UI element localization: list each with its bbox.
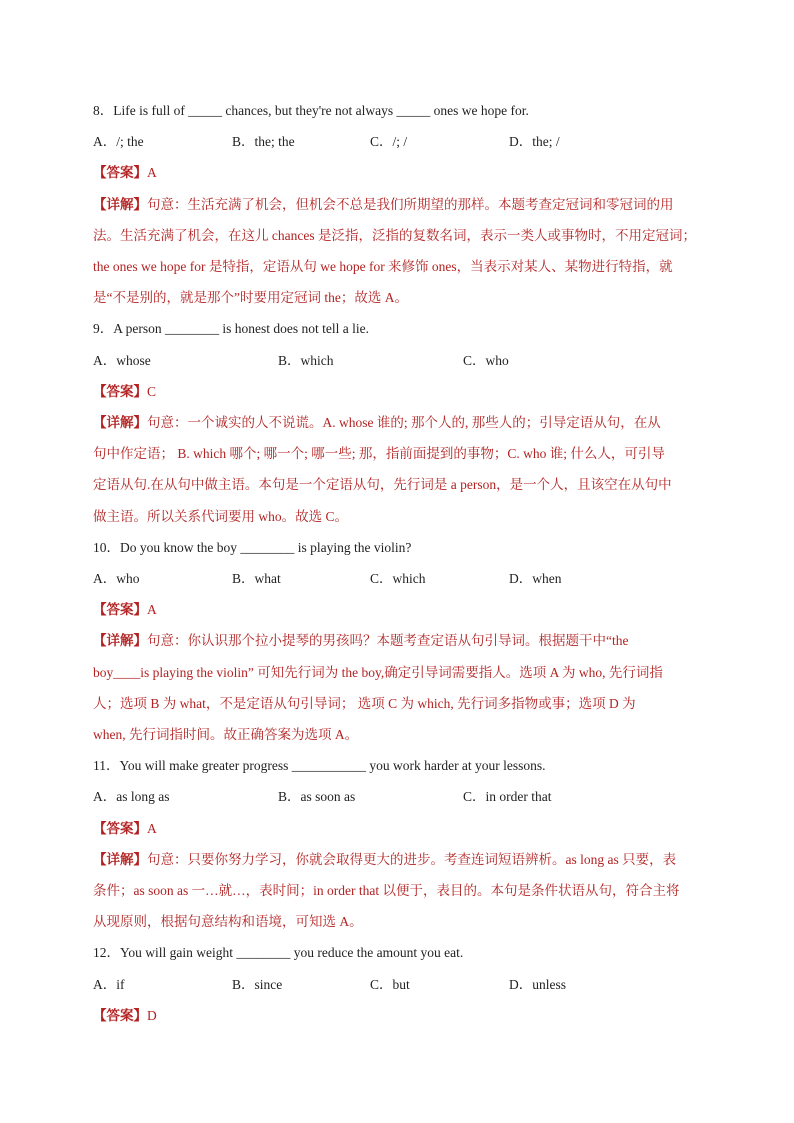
answer-value: A — [147, 602, 157, 617]
answer-label: 【答案】 — [93, 384, 147, 399]
detail-line: boy____is playing the violin” 可知先行词为 the boy,确定引导词需要指人。选项 A 为 who, 先行词指 — [93, 665, 663, 680]
option-d: D．the; / — [509, 134, 560, 149]
option-c: C．in order that — [463, 789, 552, 804]
detail-label: 【详解】 — [93, 197, 147, 212]
answer-value: C — [147, 384, 157, 399]
option-c: C．which — [370, 571, 426, 586]
option-a: A．who — [93, 571, 140, 586]
answer-value: A — [147, 165, 157, 180]
detail-line: 句意：生活充满了机会，但机会不总是我们所期望的那样。本题考查定冠词和零冠词的用 — [147, 197, 674, 212]
detail-line: when, 先行词指时间。故正确答案为选项 A。 — [93, 727, 359, 742]
option-b: B．as soon as — [278, 789, 356, 804]
detail-line: 从现原则，根据句意结构和语境，可知选 A。 — [93, 914, 363, 929]
question-10-detail — [93, 631, 703, 651]
question-9-stem: 9．A person ________ is honest does not tell a lie. — [93, 321, 369, 336]
option-b: B．which — [278, 353, 334, 368]
detail-label: 【详解】 — [93, 415, 147, 430]
question-12-stem: 12．You will gain weight ________ you reduce the amount you eat. — [93, 945, 464, 960]
detail-line: 是“不是别的，就是那个”时要用定冠词 the；故选 A。 — [93, 290, 408, 305]
detail-label: 【详解】 — [93, 852, 147, 867]
detail-line: 做主语。所以关系代词要用 who。故选 C。 — [93, 509, 349, 524]
detail-line: 句中作定语； B. which 哪个; 哪一个; 哪一些; 那，指前面提到的事物；C. who 谁; 什么人，可引导 — [93, 446, 665, 461]
answer-value: D — [147, 1008, 157, 1023]
question-9-detail — [93, 413, 703, 433]
option-c: C．who — [463, 353, 509, 368]
detail-line: 定语从句.在从句中做主语。本句是一个定语从句，先行词是 a person，是一个人，且该空在从句中 — [93, 477, 672, 492]
option-a: A．/; the — [93, 134, 144, 149]
question-8-stem: 8．Life is full of _____ chances, but they're not always _____ ones we hope for. — [93, 103, 529, 118]
answer-label: 【答案】 — [93, 602, 147, 617]
option-a: A．whose — [93, 353, 151, 368]
detail-line: 句意：一个诚实的人不说谎。A. whose 谁的; 那个人的, 那些人的；引导定语从句，在从 — [147, 415, 661, 430]
option-a: A．as long as — [93, 789, 170, 804]
answer-value: A — [147, 821, 157, 836]
option-d: D．unless — [509, 977, 566, 992]
answer-label: 【答案】 — [93, 1008, 147, 1023]
answer-label: 【答案】 — [93, 821, 147, 836]
question-8-answer — [93, 163, 703, 183]
question-11-detail — [93, 850, 703, 870]
detail-line: 句意：你认识那个拉小提琴的男孩吗？本题考查定语从句引导词。根据题干中“the — [147, 633, 629, 648]
option-b: B．the; the — [232, 134, 295, 149]
option-c: C．/; / — [370, 134, 408, 149]
question-9-answer — [93, 382, 703, 402]
option-a: A．if — [93, 977, 125, 992]
detail-line: 人；选项 B 为 what，不是定语从句引导词； 选项 C 为 which, 先行词多指物或事；选项 D 为 — [93, 696, 636, 711]
detail-line: 法。生活充满了机会，在这儿 chances 是泛指，泛指的复数名词，表示一类人或事物时，不用定冠词； — [93, 228, 696, 243]
question-10-stem: 10．Do you know the boy ________ is playing the violin? — [93, 540, 412, 555]
question-8-detail — [93, 195, 703, 215]
question-10-answer — [93, 600, 703, 620]
option-b: B．since — [232, 977, 283, 992]
question-11-stem: 11．You will make greater progress ___________ you work harder at your lessons. — [93, 758, 546, 773]
detail-label: 【详解】 — [93, 633, 147, 648]
option-d: D．when — [509, 571, 562, 586]
detail-line: 句意：只要你努力学习，你就会取得更大的进步。考查连词短语辨析。as long as 只要，表 — [147, 852, 677, 867]
detail-line: the ones we hope for 是特指，定语从句 we hope for 来修饰 ones，当表示对某人、某物进行特指，就 — [93, 259, 673, 274]
option-b: B．what — [232, 571, 281, 586]
answer-label: 【答案】 — [93, 165, 147, 180]
option-c: C．but — [370, 977, 410, 992]
detail-line: 条件；as soon as 一…就…，表时间；in order that 以便于，表目的。本句是条件状语从句，符合主将 — [93, 883, 680, 898]
question-12-answer — [93, 1006, 703, 1026]
question-11-answer — [93, 819, 703, 839]
